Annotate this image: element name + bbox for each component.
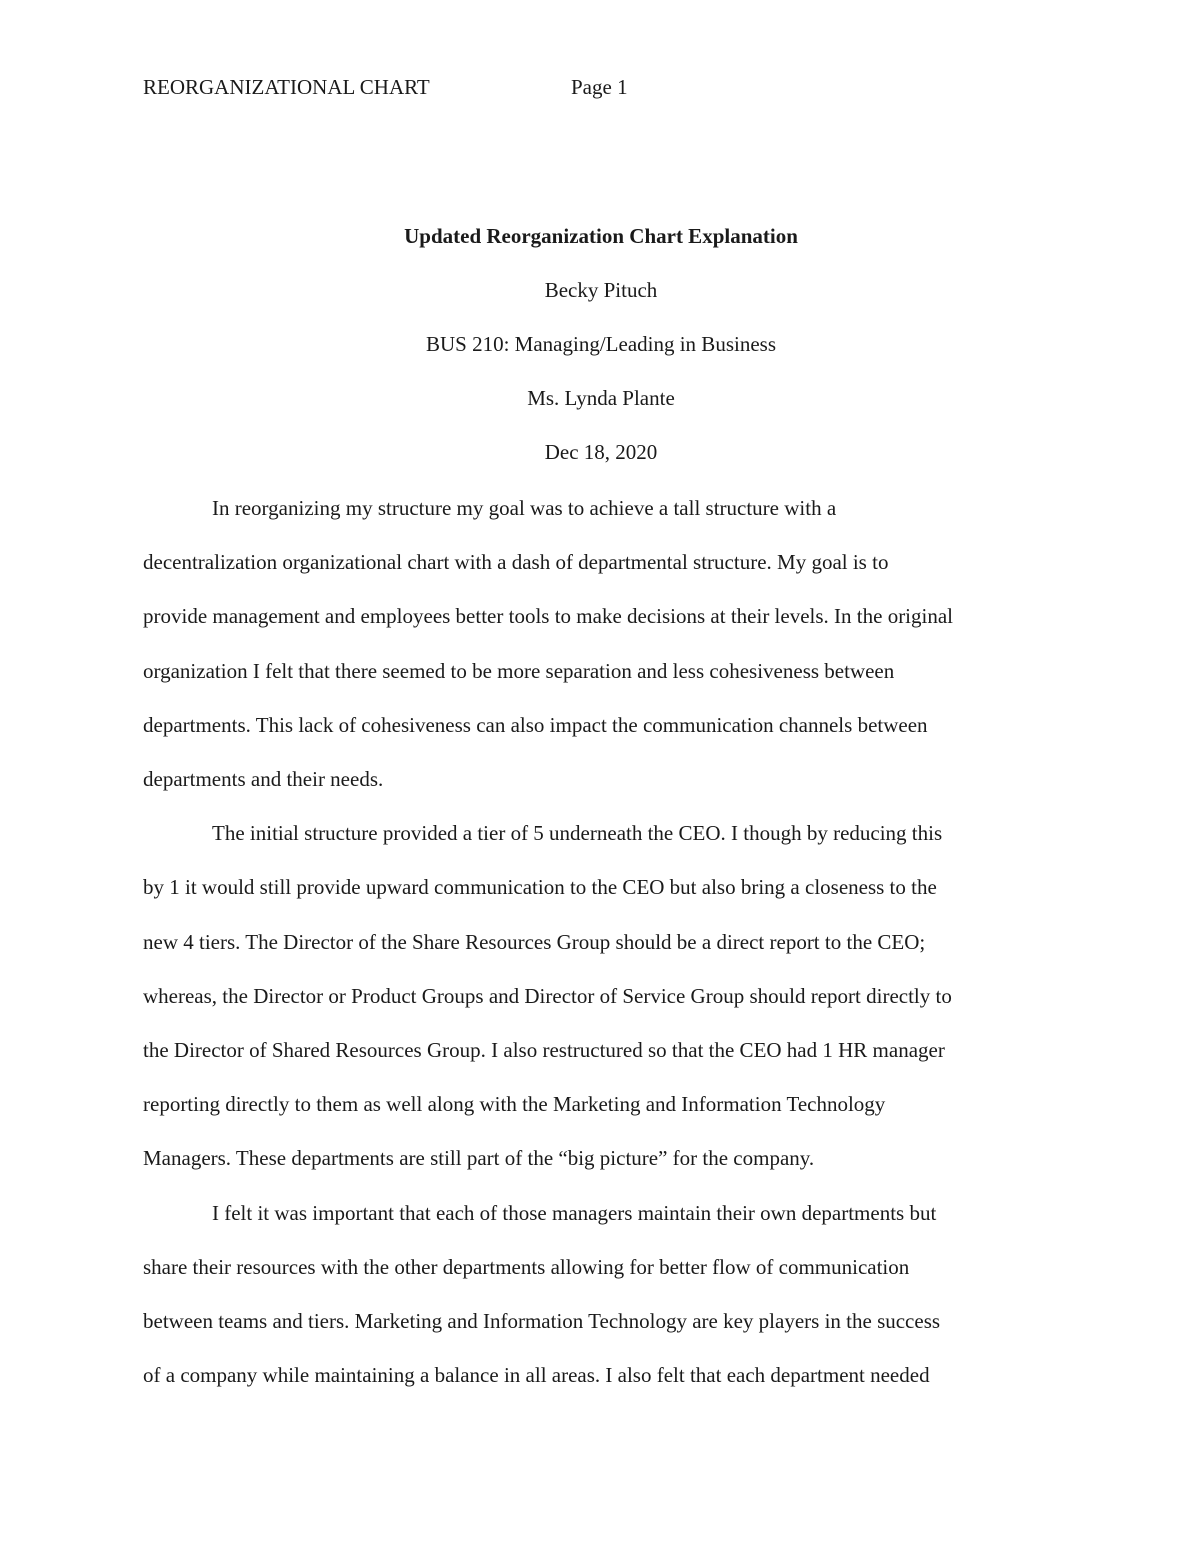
paragraph-line: the Director of Shared Resources Group. I also restructured so that the CEO had 1 HR manager	[143, 1038, 945, 1063]
running-head-title: REORGANIZATIONAL CHART	[143, 75, 430, 99]
paragraph	[143, 1186, 1059, 1403]
title-block	[143, 209, 1059, 479]
paragraph-line: departments. This lack of cohesiveness can also impact the communication channels between	[143, 712, 928, 737]
paragraph-line: In reorganizing my structure my goal was to achieve a tall structure with a	[212, 496, 837, 520]
paragraph-line: departments and their needs.	[143, 767, 384, 792]
author-name: Becky Pituch	[544, 278, 658, 302]
paragraph	[143, 481, 1059, 806]
running-head	[143, 72, 643, 102]
paragraph-line: between teams and tiers. Marketing and Information Technology are key players in the success	[143, 1309, 941, 1334]
paragraph-line: Managers. These departments are still part of the “big picture” for the company.	[143, 1146, 815, 1171]
course-name: BUS 210: Managing/Leading in Business	[426, 332, 776, 356]
paragraph-line: The initial structure provided a tier of 5 underneath the CEO. I though by reducing this	[212, 821, 943, 846]
body-text	[143, 481, 1059, 1402]
instructor-name: Ms. Lynda Plante	[527, 386, 675, 410]
paragraph	[143, 806, 1059, 1185]
paragraph-line: reporting directly to them as well along with the Marketing and Information Technology	[143, 1092, 886, 1117]
paragraph-line: organization I felt that there seemed to be more separation and less cohesiveness between	[143, 658, 895, 683]
document-date: Dec 18, 2020	[544, 440, 658, 464]
paragraph-line: whereas, the Director or Product Groups and Director of Service Group should report directly to	[143, 983, 952, 1008]
page-number: Page 1	[571, 75, 628, 99]
paragraph-line: by 1 it would still provide upward communication to the CEO but also bring a closeness to the	[143, 875, 937, 900]
paragraph-line: decentralization organizational chart with a dash of departmental structure. My goal is to	[143, 550, 889, 575]
paragraph-line: of a company while maintaining a balance in all areas. I also felt that each department needed	[143, 1363, 930, 1388]
paragraph-line: new 4 tiers. The Director of the Share Resources Group should be a direct report to the CEO;	[143, 929, 926, 954]
paragraph-line: share their resources with the other departments allowing for better flow of communication	[143, 1254, 910, 1279]
paragraph-line: provide management and employees better tools to make decisions at their levels. In the original	[143, 604, 954, 629]
document-title: Updated Reorganization Chart Explanation	[404, 224, 798, 248]
paragraph-line: I felt it was important that each of those managers maintain their own departments but	[212, 1200, 937, 1225]
